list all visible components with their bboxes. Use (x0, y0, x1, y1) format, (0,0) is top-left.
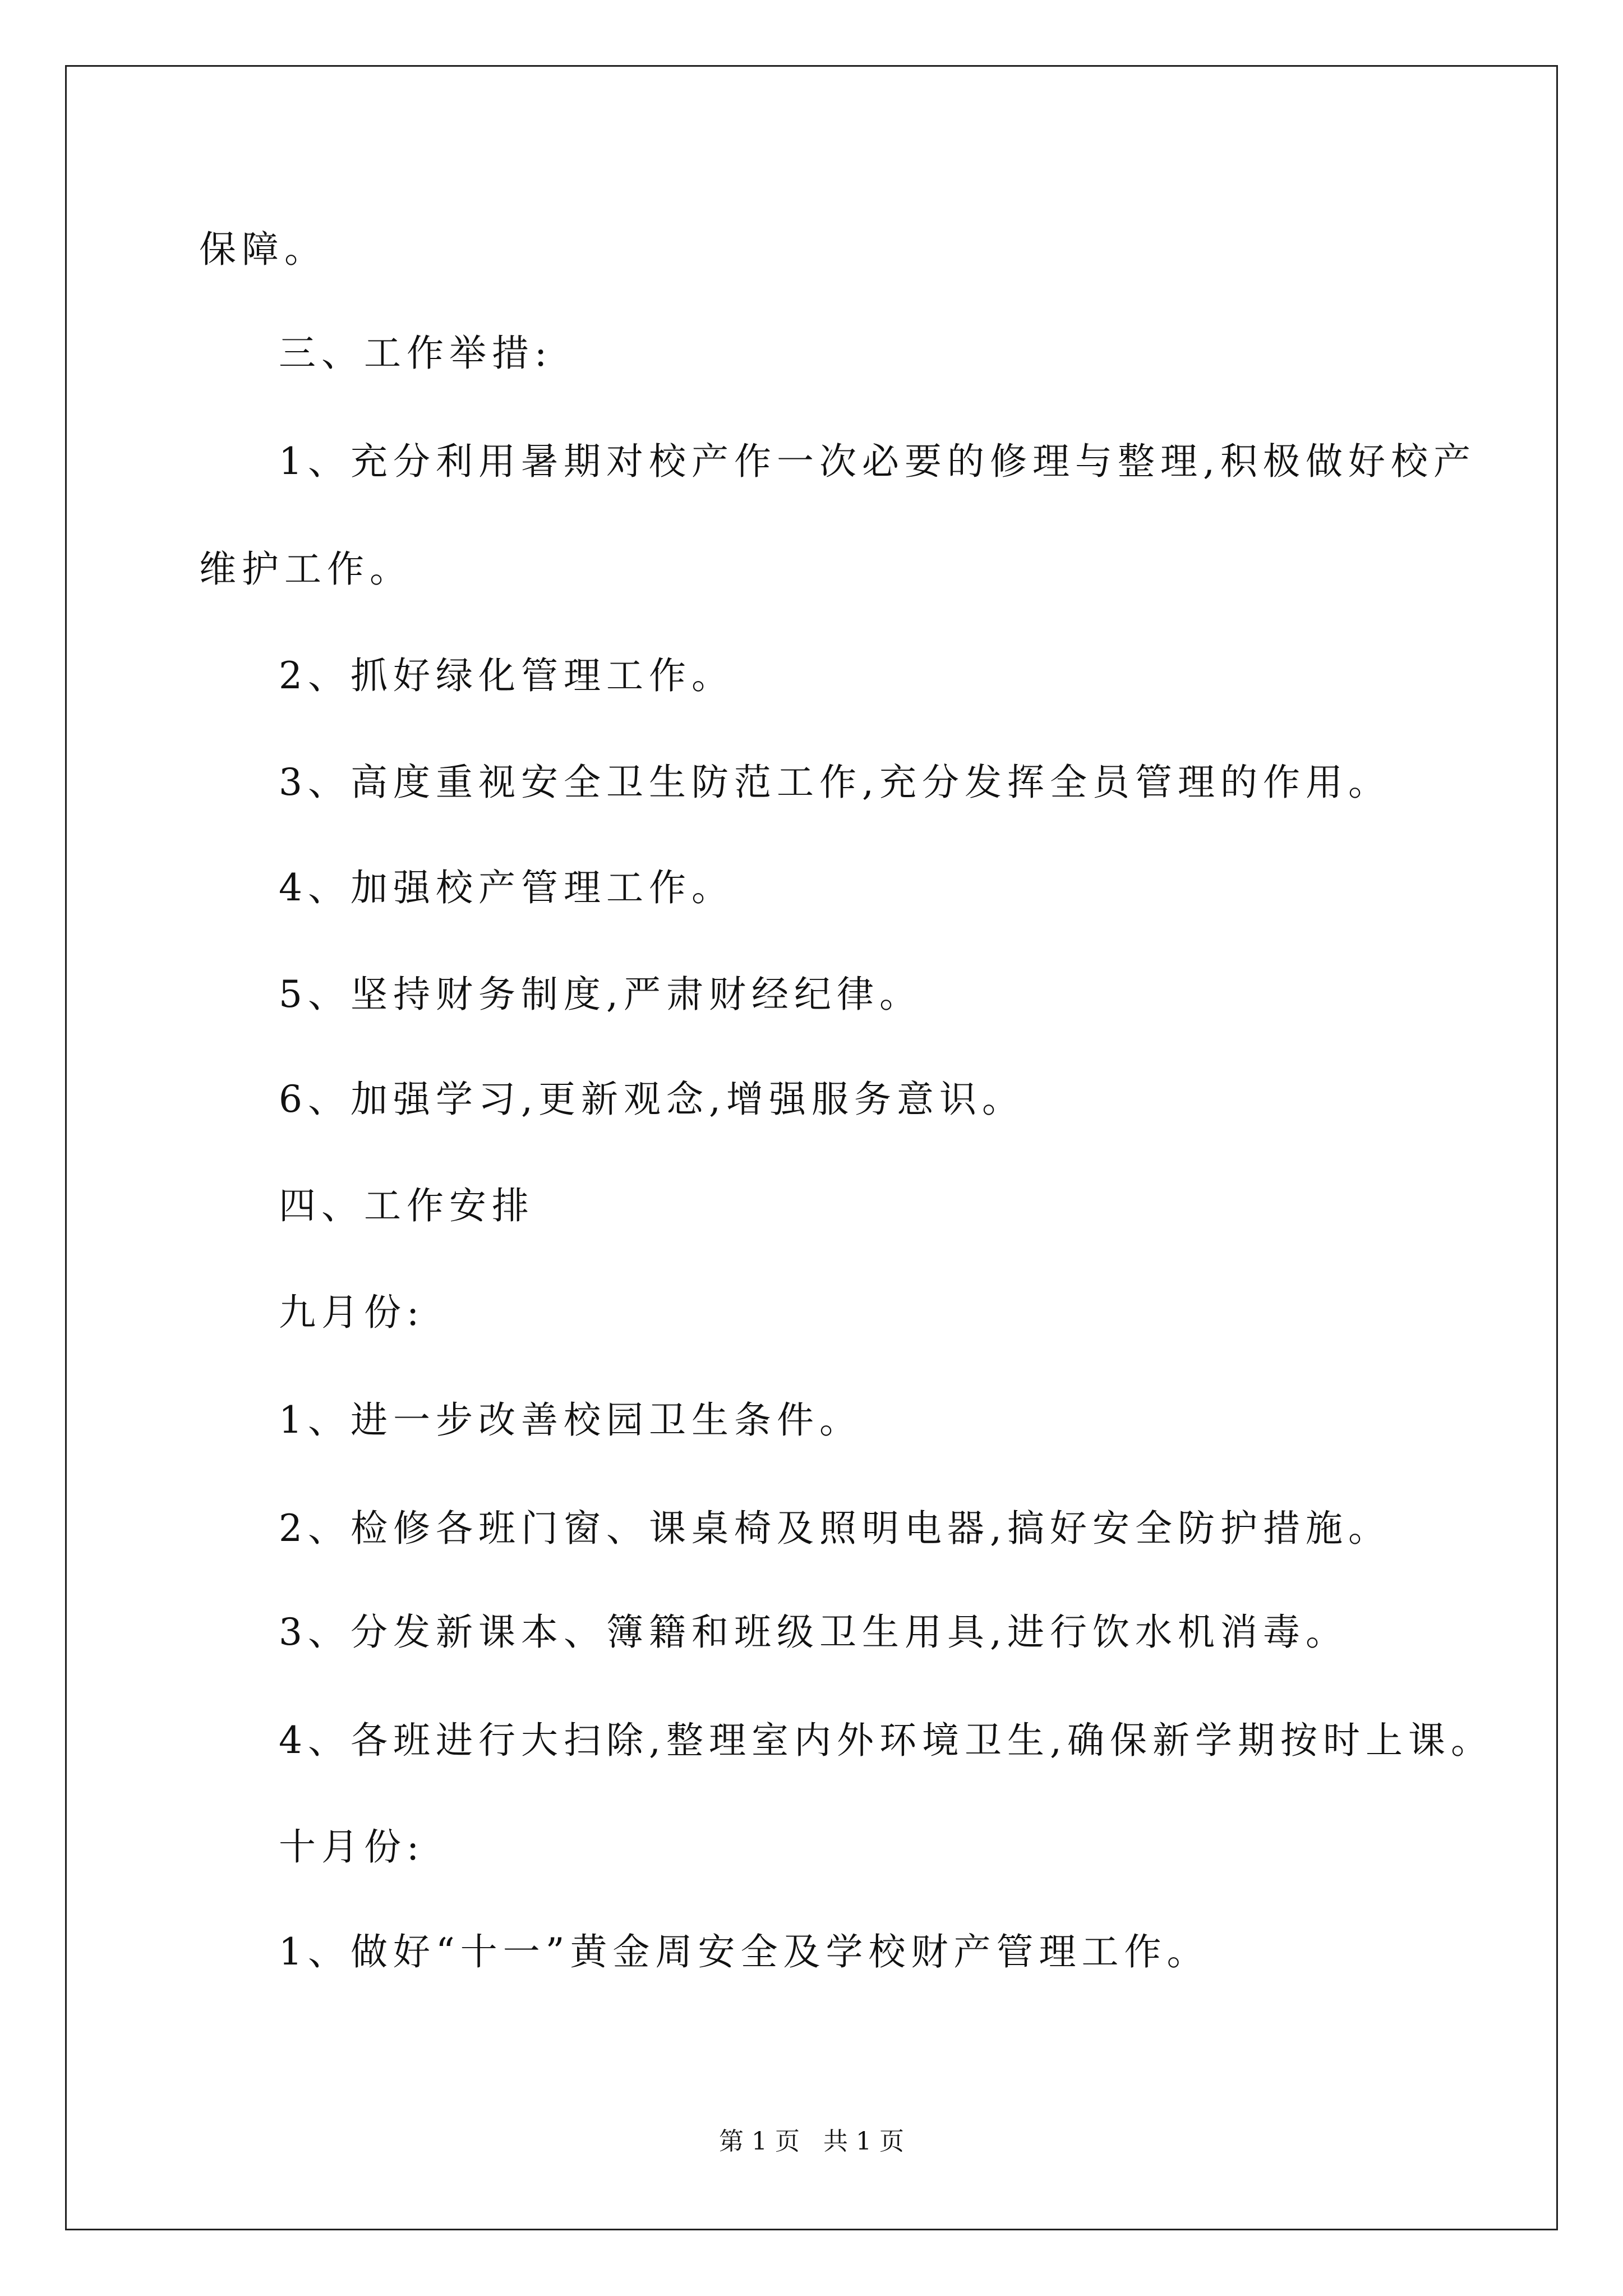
section-heading-schedule: 四、工作安排 (279, 1184, 534, 1227)
measure-item-3: 3、高度重视安全卫生防范工作,充分发挥全员管理的作用。 (279, 761, 1391, 804)
page-frame (65, 65, 1558, 2230)
measure-item-2: 2、抓好绿化管理工作。 (279, 654, 734, 697)
october-item-1: 1、做好“十一”黄金周安全及学校财产管理工作。 (279, 1930, 1210, 1973)
measure-item-4: 4、加强校产管理工作。 (279, 866, 734, 909)
september-item-1: 1、进一步改善校园卫生条件。 (279, 1398, 862, 1442)
section-heading-measures: 三、工作举措: (279, 332, 553, 375)
page-footer: 第 1 页 共 1 页 (719, 2127, 904, 2156)
paragraph-continuation: 保障。 (199, 228, 327, 271)
measure-item-1: 1、充分利用暑期对校产作一次必要的修理与整理,积极做好校产 (279, 440, 1476, 483)
measure-item-1-continued: 维护工作。 (199, 547, 412, 591)
measure-item-5: 5、坚持财务制度,严肃财经纪律。 (279, 973, 922, 1016)
measure-item-6: 6、加强学习,更新观念,增强服务意识。 (279, 1078, 1025, 1121)
september-item-4: 4、各班进行大扫除,整理室内外环境卫生,确保新学期按时上课。 (279, 1719, 1493, 1762)
september-item-3: 3、分发新课本、簿籍和班级卫生用具,进行饮水机消毒。 (279, 1611, 1348, 1654)
september-item-2: 2、检修各班门窗、课桌椅及照明电器,搞好安全防护措施。 (279, 1507, 1391, 1550)
month-heading-september: 九月份: (279, 1291, 425, 1334)
month-heading-october: 十月份: (279, 1825, 425, 1869)
